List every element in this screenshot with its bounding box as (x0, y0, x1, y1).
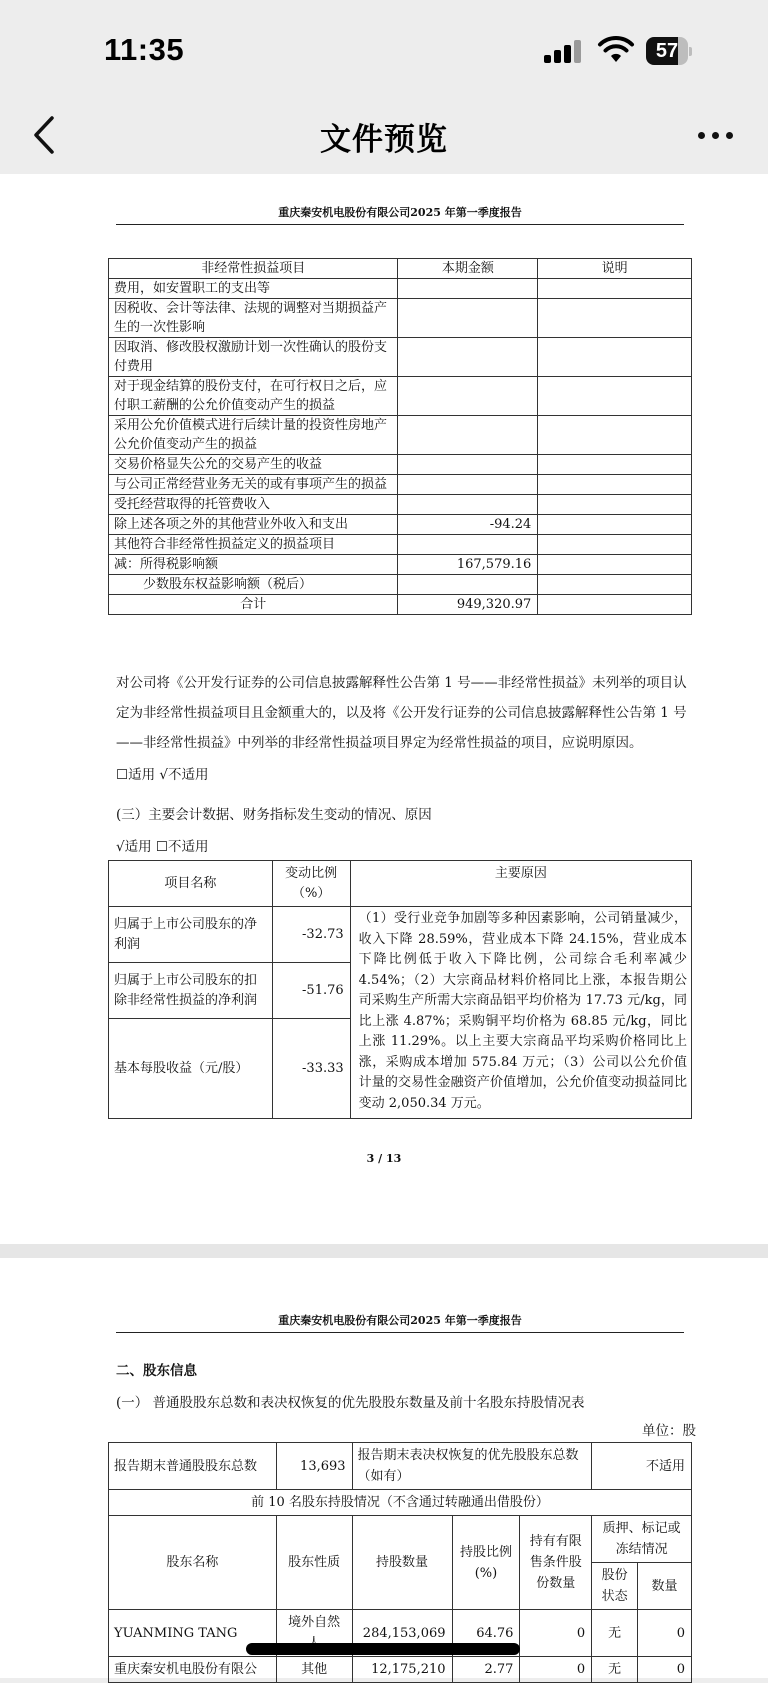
column-header: 股份状态 (592, 1563, 638, 1610)
item-cell: 因取消、修改股权激励计划一次性确认的股份支付费用 (109, 338, 398, 377)
battery-level: 57 (646, 37, 688, 65)
item-cell: 费用，如安置职工的支出等 (109, 279, 398, 299)
amount-cell (398, 535, 538, 555)
label-cell: 报告期末普通股股东总数 (109, 1443, 277, 1490)
non-recurring-table (108, 258, 692, 615)
ratio-cell: -33.33 (272, 1019, 350, 1119)
item-cell: 与公司正常经营业务无关的或有事项产生的损益 (109, 475, 398, 495)
item-cell: 归属于上市公司股东的扣除非经常性损益的净利润 (109, 963, 273, 1019)
item-cell: 基本每股收益（元/股） (109, 1019, 273, 1119)
status-bar (0, 0, 768, 100)
cellular-signal-icon (544, 40, 581, 63)
report-header: 重庆秦安机电股份有限公司2025 年第一季度报告 (116, 204, 684, 225)
amount-cell (398, 338, 538, 377)
ratio-cell: -32.73 (272, 907, 350, 963)
item-cell: 因税收、会计等法律、法规的调整对当期损益产生的一次性影响 (109, 299, 398, 338)
item-cell: 采用公允价值模式进行后续计量的投资性房地产公允价值变动产生的损益 (109, 416, 398, 455)
amount-cell (398, 279, 538, 299)
item-cell: 受托经营取得的托管费收入 (109, 495, 398, 515)
note-cell (538, 279, 692, 299)
column-header: 说明 (538, 259, 692, 279)
page-divider (0, 1244, 768, 1258)
column-header: 本期金额 (398, 259, 538, 279)
ratio-cell: 64.76 (452, 1610, 520, 1657)
item-cell: 少数股东权益影响额（税后） (109, 575, 398, 595)
table-header-row (109, 861, 692, 907)
column-header: 主要原因 (350, 861, 691, 907)
item-cell: 除上述各项之外的其他营业外收入和支出 (109, 515, 398, 535)
summary-row (109, 1443, 692, 1490)
table-row (109, 555, 692, 575)
report-header: 重庆秦安机电股份有限公司2025 年第一季度报告 (116, 1312, 684, 1333)
unit-label: 单位：股 (642, 1423, 696, 1439)
column-header: 质押、标记或冻结情况 (592, 1516, 692, 1563)
value-cell: 不适用 (592, 1443, 692, 1490)
document-page-4 (0, 1258, 768, 1678)
item-cell: 交易价格显失公允的交易产生的收益 (109, 455, 398, 475)
column-header: 项目名称 (109, 861, 273, 907)
home-indicator (246, 1643, 520, 1655)
restricted-cell: 0 (520, 1657, 592, 1683)
note-cell (538, 338, 692, 377)
table-row (109, 1657, 692, 1683)
amount-cell (398, 377, 538, 416)
change-table (108, 860, 692, 1119)
amount-cell: 167,579.16 (398, 555, 538, 575)
note-cell (538, 475, 692, 495)
table-row (109, 575, 692, 595)
column-header: 持股数量 (352, 1516, 452, 1610)
name-cell: YUANMING TANG (109, 1610, 277, 1657)
table-row (109, 535, 692, 555)
nav-bar (0, 100, 768, 174)
table-row (109, 515, 692, 535)
qty-cell: 12,175,210 (352, 1657, 452, 1683)
table-total-row (109, 595, 692, 615)
status-time: 11:35 (104, 32, 185, 67)
section-heading: (三）主要会计数据、财务指标发生变动的情况、原因 (116, 807, 432, 823)
note-cell (538, 299, 692, 338)
wifi-icon (598, 36, 634, 64)
section-heading: 二、股东信息 (116, 1363, 197, 1379)
note-cell (538, 555, 692, 575)
note-cell (538, 515, 692, 535)
explanation-paragraph: 对公司将《公开发行证券的公司信息披露解释性公告第 1 号——非经常性损益》未列举的项目认定为非经常性损益项目且金额重大的，以及将《公开发行证券的公司信息披露解释性公告第 1 号——非经常性损益》中列举的非经常性损益项目界定为经常性损益的项目，应说明原因。 (116, 675, 687, 751)
amount-cell (398, 475, 538, 495)
caption-row (109, 1490, 692, 1516)
table-row (109, 299, 692, 338)
amount-cell (398, 416, 538, 455)
note-cell (538, 595, 692, 615)
ratio-cell: 2.77 (452, 1657, 520, 1683)
page-title: 文件预览 (320, 122, 448, 158)
nature-cell: 其他 (276, 1657, 352, 1683)
column-header: 非经常性损益项目 (109, 259, 398, 279)
amount-cell (398, 455, 538, 475)
table-row (109, 455, 692, 475)
item-cell: 归属于上市公司股东的净利润 (109, 907, 273, 963)
more-icon[interactable] (696, 132, 736, 144)
note-cell (538, 575, 692, 595)
ratio-cell: -51.76 (272, 963, 350, 1019)
nature-cell: 境外自然 (276, 1610, 352, 1657)
amount-cell (398, 495, 538, 515)
document-page-3 (0, 174, 768, 1244)
qty-cell: 284,153,069 (352, 1610, 452, 1657)
column-header: 变动比例（%） (272, 861, 350, 907)
amount-cell: -94.24 (398, 515, 538, 535)
note-cell (538, 377, 692, 416)
label-cell: 报告期末表决权恢复的优先股股东总数（如有） (352, 1443, 592, 1490)
reason-cell: （1）受行业竞争加剧等多种因素影响，公司销量减少，收入下降 28.59%，营业成本下降 24.15%，营业成本下降比例低于收入下降比例，公司综合毛利率减少 4.54%；（2）大宗商品材料价格同比上涨，本报告期公司采购生产所需大宗商品铝平均价格为 17.73 元/kg，同比上涨 4.87%；采购铜平均价格为 68.85 元/kg，同比上涨 11.29%。以上主要大宗商品平均采购价格同比上涨，采购成本增加 575.84 万元；（3）公司以公允价值计量的交易性金融资产价值增加，公允价值变动损益同比变动 2,050.34 万元。 (350, 907, 691, 1119)
note-cell (538, 416, 692, 455)
restricted-cell: 0 (520, 1610, 592, 1657)
applicability-check: ☐适用 √不适用 (116, 767, 209, 783)
table-row (109, 475, 692, 495)
table-row (109, 377, 692, 416)
pledge-qty-cell: 0 (638, 1610, 692, 1657)
column-header: 持有有限售条件股份数量 (520, 1516, 592, 1610)
value-cell: 13,693 (276, 1443, 352, 1490)
table-header-row (109, 259, 692, 279)
table-row (109, 338, 692, 377)
note-cell (538, 455, 692, 475)
column-header: 股东性质 (276, 1516, 352, 1610)
table-header-row (109, 1516, 692, 1563)
status-cell: 无 (592, 1610, 638, 1657)
battery-icon (646, 37, 692, 65)
table-row (109, 416, 692, 455)
table-row (109, 495, 692, 515)
pledge-qty-cell: 0 (638, 1657, 692, 1683)
column-header: 数量 (638, 1563, 692, 1610)
table-row (109, 907, 692, 963)
item-cell: 其他符合非经常性损益定义的损益项目 (109, 535, 398, 555)
note-cell (538, 535, 692, 555)
item-cell: 减：所得税影响额 (109, 555, 398, 575)
page-number: 3 / 13 (366, 1152, 402, 1165)
amount-cell: 949,320.97 (398, 595, 538, 615)
amount-cell (398, 575, 538, 595)
note-cell (538, 495, 692, 515)
item-cell: 对于现金结算的股份支付，在可行权日之后，应付职工薪酬的公允价值变动产生的损益 (109, 377, 398, 416)
name-cell: 重庆秦安机电股份有限公 (109, 1657, 277, 1683)
subsection-heading: (一） 普通股股东总数和表决权恢复的优先股股东数量及前十名股东持股情况表 (116, 1395, 585, 1411)
amount-cell (398, 299, 538, 338)
applicability-check: √适用 ☐不适用 (116, 839, 209, 855)
table-caption: 前 10 名股东持股情况（不含通过转融通出借股份） (109, 1490, 692, 1516)
item-cell: 合计 (109, 595, 398, 615)
table-row (109, 279, 692, 299)
status-cell: 无 (592, 1657, 638, 1683)
column-header: 股东名称 (109, 1516, 277, 1610)
column-header: 持股比例(%) (452, 1516, 520, 1610)
